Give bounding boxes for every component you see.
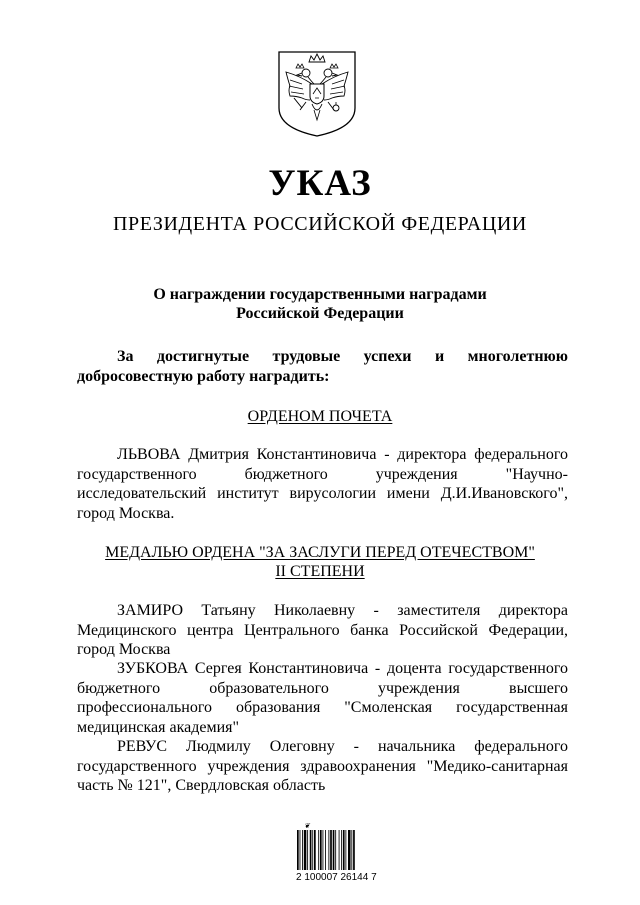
barcode-bar bbox=[328, 830, 329, 870]
barcode-bars bbox=[296, 830, 380, 870]
barcode bbox=[296, 822, 380, 886]
barcode-bar bbox=[318, 830, 319, 870]
document-title: УКАЗ bbox=[268, 163, 372, 204]
barcode-bar bbox=[300, 830, 301, 870]
recipient-line: профессионального образования "Смоленская государственная bbox=[77, 699, 568, 716]
recipient-paragraph-zamiro bbox=[77, 601, 568, 660]
award-title-text: ОРДЕНОМ ПОЧЕТА bbox=[247, 408, 393, 425]
award-title-medal bbox=[0, 543, 640, 563]
recipient-line: медицинская академия" bbox=[77, 718, 240, 736]
recipient-line: исследовательский институт вирусологии имени Д.И.Ивановского", bbox=[77, 485, 568, 502]
recipient-line: город Москва bbox=[77, 641, 171, 658]
barcode-bar bbox=[307, 830, 308, 870]
barcode-bar bbox=[297, 830, 299, 870]
intro-line: добросовестную работу наградить: bbox=[77, 367, 330, 385]
barcode-bar bbox=[351, 830, 352, 870]
barcode-bar bbox=[320, 830, 322, 870]
recipient-paragraph-revus bbox=[77, 737, 568, 796]
barcode-bar bbox=[343, 830, 345, 870]
barcode-bar bbox=[345, 830, 346, 870]
recipient-line: ЗУБКОВА Сергея Константиновича - доцента государственного bbox=[117, 660, 568, 677]
barcode-bar bbox=[335, 830, 336, 870]
award-title-medal-degree bbox=[0, 562, 640, 582]
barcode-bar bbox=[325, 830, 326, 870]
recipient-paragraph-lvov bbox=[77, 445, 568, 523]
intro-paragraph bbox=[77, 347, 568, 386]
barcode-bar bbox=[348, 830, 351, 870]
recipient-line: государственного учреждения здравоохранения "Медико-санитарная bbox=[77, 757, 568, 775]
award-title-order-of-honor bbox=[0, 407, 640, 427]
recipient-paragraph-zubkov bbox=[77, 659, 568, 737]
recipient-line: РЕВУС Людмилу Олеговну - начальника федерального bbox=[117, 738, 568, 755]
barcode-bar bbox=[353, 830, 355, 870]
recipient-line: город Москва. bbox=[77, 504, 175, 522]
document-subtitle: ПРЕЗИДЕНТА РОССИЙСКОЙ ФЕДЕРАЦИИ bbox=[113, 213, 527, 235]
barcode-bar bbox=[333, 830, 335, 870]
award-degree-text: II СТЕПЕНИ bbox=[275, 563, 365, 580]
barcode-bar bbox=[312, 830, 313, 870]
intro-line: За достигнутые трудовые успехи и многолетнюю bbox=[117, 348, 568, 365]
recipient-line: ЗАМИРО Татьяну Николаевну - заместителя директора bbox=[117, 602, 568, 619]
award-title-text: МЕДАЛЬЮ ОРДЕНА "ЗА ЗАСЛУГИ ПЕРЕД ОТЕЧЕСТВОМ" bbox=[105, 544, 535, 561]
barcode-bar bbox=[339, 830, 340, 870]
barcode-bar bbox=[310, 830, 312, 870]
heading-line: Российской Федерации bbox=[236, 305, 404, 322]
barcode-bar bbox=[341, 830, 342, 870]
recipient-line: ЛЬВОВА Дмитрия Константиновича - директора федерального bbox=[117, 446, 568, 463]
barcode-number: 2 100007 26144 7 bbox=[296, 872, 377, 883]
recipient-line: государственного бюджетного учреждения "Научно- bbox=[77, 465, 568, 483]
barcode-bar bbox=[304, 830, 307, 870]
recipient-line: часть № 121", Свердловская область bbox=[77, 777, 326, 794]
decree-heading bbox=[0, 285, 640, 323]
barcode-bar bbox=[314, 830, 316, 870]
heading-line: О награждении государственными наградами bbox=[153, 286, 487, 303]
recipient-line: Медицинского центра Центрального банка Российской Федерации, bbox=[77, 621, 568, 639]
barcode-bar bbox=[323, 830, 324, 870]
barcode-bar bbox=[302, 830, 303, 870]
barcode-mark-icon: ❦ bbox=[304, 822, 310, 830]
barcode-bar bbox=[330, 830, 332, 870]
russian-coat-of-arms-icon bbox=[276, 50, 358, 138]
recipient-line: бюджетного образовательного учреждения высшего bbox=[77, 679, 568, 697]
